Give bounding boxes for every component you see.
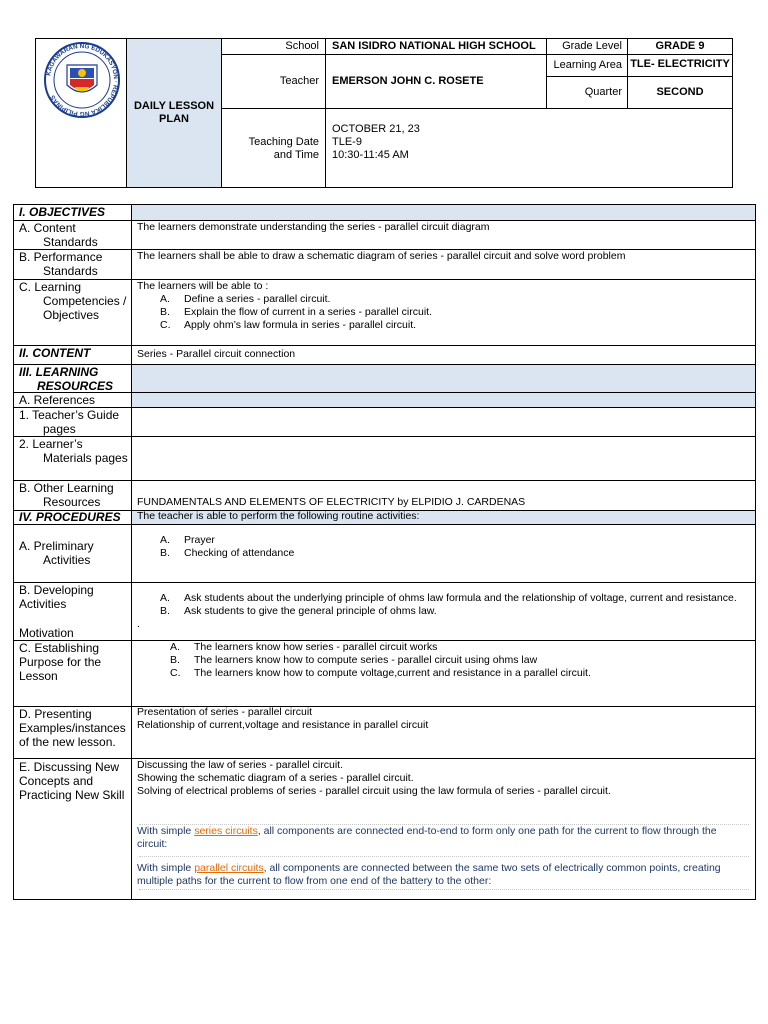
lesson-plan-table bbox=[13, 204, 756, 900]
parallel-paragraph: With simple parallel circuits, all components are connected between the same two sets of electrically common points, creating multiple paths for the current to flow from one end of the battery to the other: bbox=[137, 862, 721, 887]
preliminary-activities bbox=[137, 534, 750, 560]
divider bbox=[546, 39, 547, 108]
developing-activities bbox=[137, 592, 750, 618]
row-label: A. Preliminary Activities bbox=[19, 539, 94, 567]
section-heading: II. CONTENT bbox=[19, 346, 91, 360]
row-label: 2. Learner’s Materials pages bbox=[19, 437, 128, 465]
section-heading: I. OBJECTIVES bbox=[19, 205, 106, 219]
row-label: C. Learning Competencies / Objectives bbox=[19, 280, 127, 322]
competencies-intro: The learners will be able to : bbox=[137, 280, 269, 292]
lesson-plan-header bbox=[35, 38, 733, 188]
plan-title: DAILY LESSON PLAN bbox=[127, 39, 221, 187]
row-label: E. Discussing New Concepts and Practicing New Skill bbox=[19, 760, 125, 802]
quarter-value: SECOND bbox=[656, 86, 704, 98]
grade-label: Grade Level bbox=[562, 40, 622, 52]
section-heading: IV. PROCEDURES bbox=[19, 510, 121, 524]
list-item: A. Define a series - parallel circuit. bbox=[160, 293, 331, 305]
parallel-circuits-link[interactable]: parallel circuits bbox=[194, 862, 264, 874]
separator bbox=[139, 856, 749, 857]
date-line: 10:30-11:45 AM bbox=[332, 149, 409, 161]
area-label: Learning Area bbox=[553, 59, 622, 71]
row-line bbox=[14, 524, 755, 525]
row-label: A. References bbox=[19, 393, 96, 407]
performance-standards: The learners shall be able to draw a schematic diagram of series - parallel circuit and solve word problem bbox=[137, 250, 626, 262]
shade bbox=[132, 205, 755, 220]
list-item: B. Explain the flow of current in a series - parallel circuit. bbox=[160, 306, 433, 318]
list-item: A. Ask students about the underlying principle of ohms law formula and the relationship of voltage, current and resistance. bbox=[160, 592, 737, 604]
divider bbox=[221, 108, 732, 109]
establishing-purpose bbox=[137, 641, 750, 680]
list-item: A. Prayer bbox=[160, 534, 215, 546]
row-label: B. Performance Standards bbox=[19, 250, 103, 278]
teacher-value: EMERSON JOHN C. ROSETE bbox=[332, 75, 484, 87]
date-label: Teaching Date and Time bbox=[248, 136, 319, 161]
quarter-label: Quarter bbox=[584, 86, 622, 98]
text-line: Solving of electrical problems of series - parallel circuit using the law formula of series - parallel circuit. bbox=[137, 785, 611, 797]
text-line: Discussing the law of series - parallel circuit. bbox=[137, 759, 343, 771]
list-item: B. Checking of attendance bbox=[160, 547, 295, 559]
divider bbox=[221, 54, 732, 55]
list-item: B. The learners know how to compute series - parallel circuit using ohms law bbox=[170, 654, 538, 666]
competencies bbox=[137, 280, 751, 332]
row-label: B. Other Learning Resources bbox=[19, 481, 114, 509]
divider bbox=[546, 76, 732, 77]
procedures-intro: The teacher is able to perform the following routine activities: bbox=[137, 510, 420, 522]
content-text: Series - Parallel circuit connection bbox=[137, 348, 296, 360]
area-value: TLE- ELECTRICITY bbox=[630, 58, 730, 70]
list-item: C. The learners know how to compute voltage,current and resistance in a parallel circuit. bbox=[170, 667, 591, 679]
text-line: Showing the schematic diagram of a series - parallel circuit. bbox=[137, 772, 414, 784]
date-line: TLE-9 bbox=[332, 136, 362, 148]
seal-text: KAGAWARAN NG EDUKASYON · REPUBLIKA NG PILIPINAS bbox=[45, 42, 120, 118]
divider bbox=[325, 39, 326, 187]
row-label: D. Presenting Examples/instances of the new lesson. bbox=[19, 707, 126, 749]
school-value: SAN ISIDRO NATIONAL HIGH SCHOOL bbox=[332, 40, 536, 52]
school-label: School bbox=[285, 40, 319, 52]
deped-seal-icon bbox=[43, 41, 121, 119]
series-circuits-link[interactable]: series circuits bbox=[194, 825, 258, 837]
section-heading: III. LEARNING RESOURCES bbox=[19, 365, 114, 393]
list-item: B. Ask students to give the general principle of ohms law. bbox=[160, 605, 437, 617]
discussing-concepts bbox=[137, 759, 751, 798]
teacher-label: Teacher bbox=[279, 75, 319, 87]
separator bbox=[139, 889, 749, 890]
presenting-examples bbox=[137, 706, 751, 732]
series-paragraph: With simple series circuits, all components are connected end-to-end to form only one path for the current to flow through the circuit: bbox=[137, 825, 717, 850]
other-resources: FUNDAMENTALS AND ELEMENTS OF ELECTRICITY by ELPIDIO J. CARDENAS bbox=[137, 496, 526, 508]
row-label: Motivation bbox=[19, 626, 74, 640]
date-line: OCTOBER 21, 23 bbox=[332, 123, 420, 135]
shade bbox=[132, 365, 755, 392]
list-item: A. The learners know how series - parallel circuit works bbox=[170, 641, 438, 653]
shade bbox=[132, 393, 755, 407]
row-label: C. Establishing Purpose for the Lesson bbox=[19, 641, 102, 683]
list-item: C. Apply ohm’s law formula in series - parallel circuit. bbox=[160, 319, 417, 331]
dot: . bbox=[137, 618, 140, 630]
divider bbox=[221, 39, 222, 187]
row-label: B. Developing Activities bbox=[19, 583, 94, 611]
row-label: 1. Teacher’s Guide pages bbox=[19, 408, 120, 436]
content-standards: The learners demonstrate understanding the series - parallel circuit diagram bbox=[137, 221, 490, 233]
row-label: A. Content Standards bbox=[19, 221, 98, 249]
text-line: Presentation of series - parallel circuit bbox=[137, 706, 313, 718]
text-line: Relationship of current,voltage and resistance in parallel circuit bbox=[137, 719, 429, 731]
grade-value: GRADE 9 bbox=[655, 40, 705, 52]
